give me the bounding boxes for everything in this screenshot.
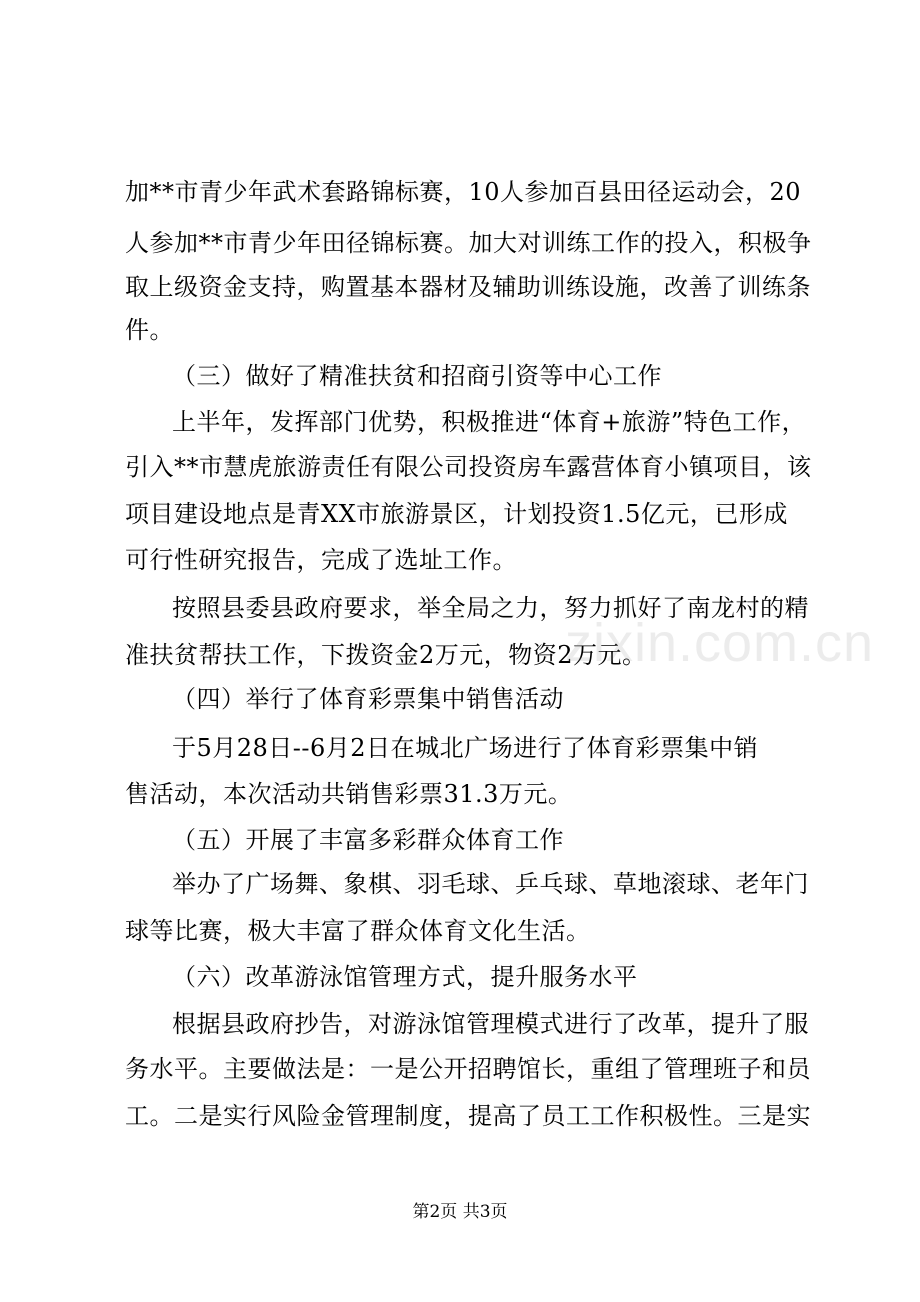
paragraph-line: 务水平。主要做法是：一是公开招聘馆长，重组了管理班子和员 [125, 1055, 811, 1083]
paragraph-line: 可行性研究报告，完成了选址工作。 [125, 546, 517, 574]
paragraph-line: 上半年，发挥部门优势，积极推进“体育+旅游”特色工作， [172, 408, 807, 436]
paragraph-line: 工。二是实行风险金管理制度，提高了员工工作积极性。三是实 [125, 1102, 811, 1130]
paragraph-line: 按照县委县政府要求，举全局之力，努力抓好了南龙村的精 [172, 594, 809, 622]
section-heading-four: （四）举行了体育彩票集中销售活动 [172, 685, 564, 713]
paragraph-line: 件。 [125, 316, 174, 344]
paragraph-line: 加**市青少年武术套路锦标赛，10人参加百县田径运动会，20 [125, 178, 802, 206]
paragraph-line: 售活动，本次活动共销售彩票31.3万元。 [125, 780, 573, 808]
paragraph-line: 取上级资金支持，购置基本器材及辅助训练设施，改善了训练条 [125, 273, 811, 301]
paragraph-line: 项目建设地点是青XX市旅游景区，计划投资1.5亿元，已形成 [125, 500, 788, 528]
paragraph-line: 引入**市慧虎旅游责任有限公司投资房车露营体育小镇项目，该 [125, 453, 812, 481]
paragraph-line: 准扶贫帮扶工作，下拨资金2万元，物资2万元。 [125, 641, 647, 669]
paragraph-line: 举办了广场舞、象棋、羽毛球、乒乓球、草地滚球、老年门 [172, 870, 809, 898]
paragraph-line: 于5月28日--6月2日在城北广场进行了体育彩票集中销 [172, 734, 759, 762]
page-footer: 第2页 共3页 [412, 1202, 508, 1222]
watermark: zixin.com.cn [565, 613, 875, 673]
section-heading-three: （三）做好了精准扶贫和招商引资等中心工作 [172, 362, 662, 390]
section-heading-five: （五）开展了丰富多彩群众体育工作 [172, 826, 564, 854]
paragraph-line: 根据县政府抄告，对游泳馆管理模式进行了改革，提升了服 [172, 1010, 809, 1038]
paragraph-line: 球等比赛，极大丰富了群众体育文化生活。 [125, 917, 591, 945]
section-heading-six: （六）改革游泳馆管理方式，提升服务水平 [172, 963, 638, 991]
paragraph-line: 人参加**市青少年田径锦标赛。加大对训练工作的投入，积极争 [125, 229, 812, 257]
